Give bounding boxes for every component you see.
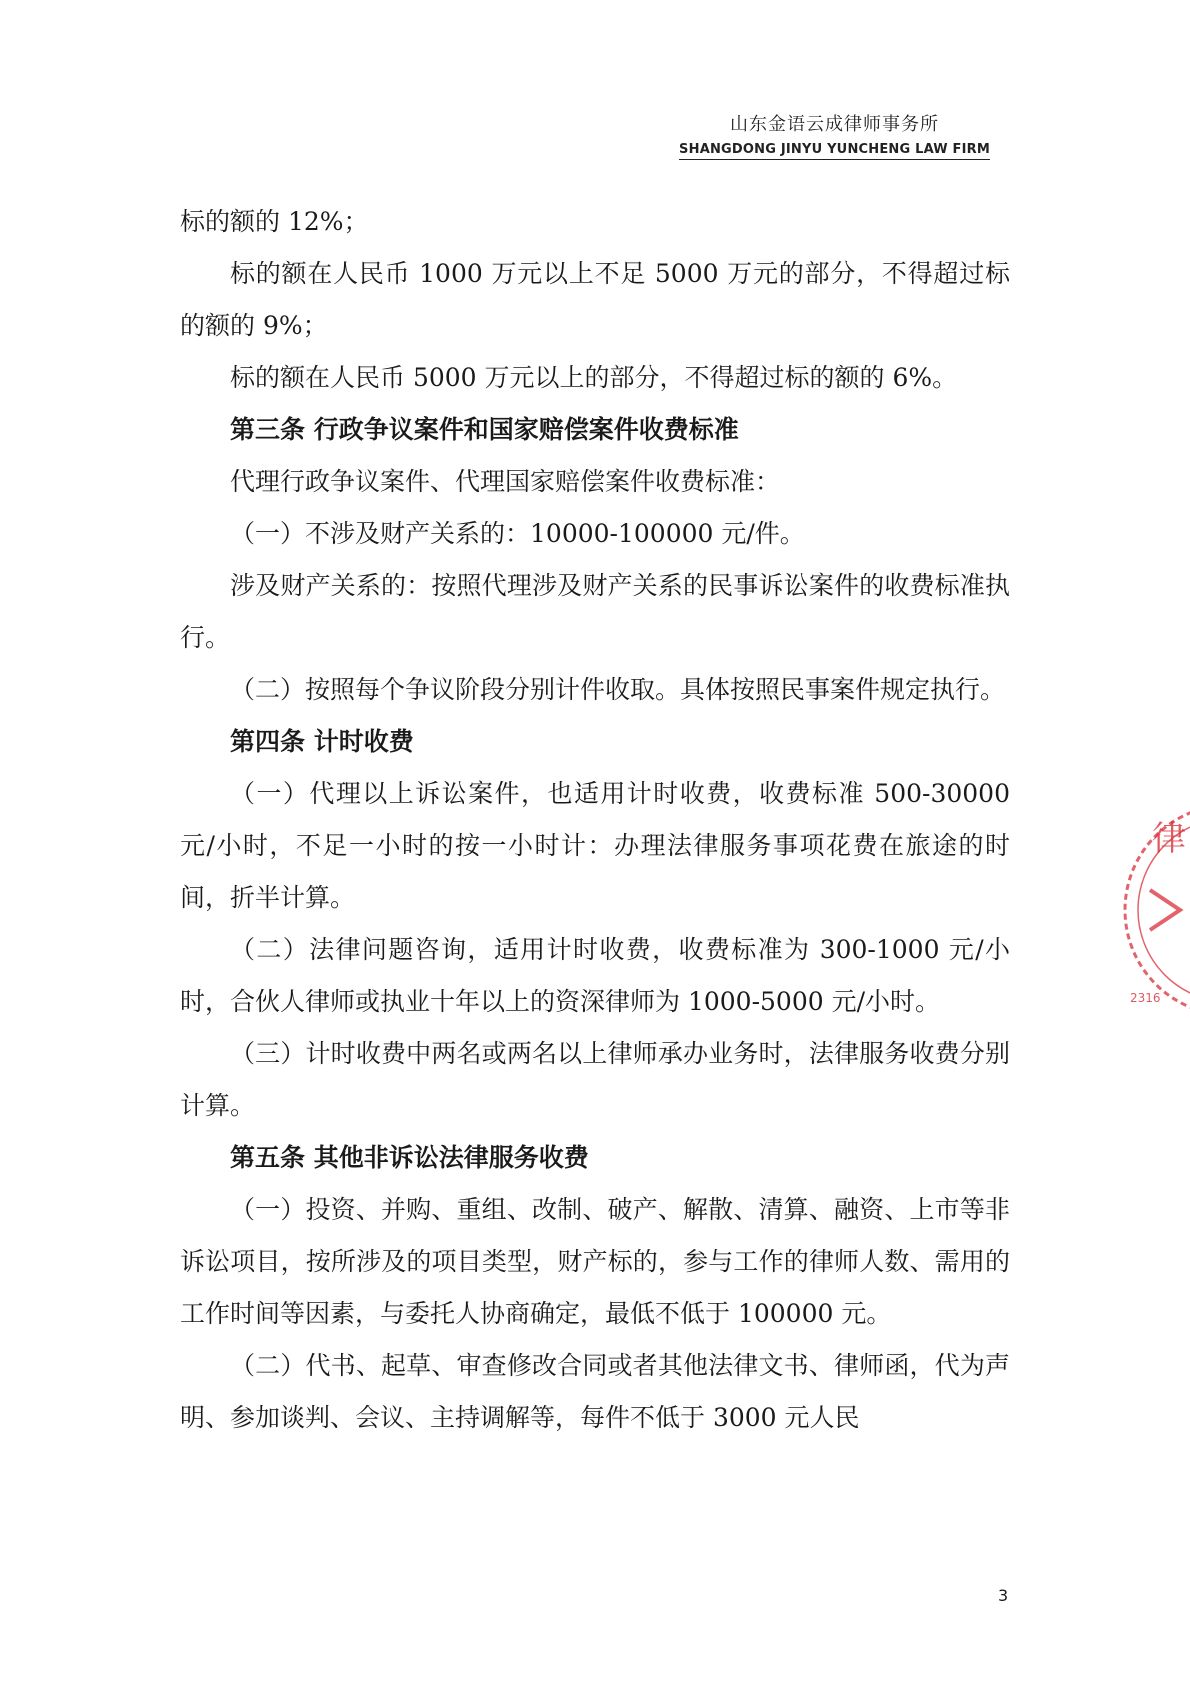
firm-header <box>679 110 990 160</box>
paragraph: （二）代书、起草、审查修改合同或者其他法律文书、律师函，代为声明、参加谈判、会议、主持调解等，每件不低于 3000 元人民 <box>180 1351 1010 1432</box>
article-heading: 第三条 行政争议案件和国家赔偿案件收费标准 <box>230 415 739 444</box>
paragraph: 标的额的 12%； <box>180 207 369 236</box>
paragraph: （三）计时收费中两名或两名以上律师承办业务时，法律服务收费分别计算。 <box>180 1039 1010 1120</box>
svg-text:2316: 2316 <box>1130 991 1161 1005</box>
paragraph: 涉及财产关系的：按照代理涉及财产关系的民事诉讼案件的收费标准执行。 <box>180 571 1010 652</box>
firm-name-en: SHANGDONG JINYU YUNCHENG LAW FIRM <box>679 142 990 160</box>
paragraph: （一）不涉及财产关系的：10000-100000 元/件。 <box>230 519 805 548</box>
paragraph: 标的额在人民币 1000 万元以上不足 5000 万元的部分，不得超过标的额的 9%； <box>180 259 1010 340</box>
seal-stamp-fragment <box>1110 790 1190 1030</box>
document-body <box>180 196 1010 1444</box>
firm-name-cn: 山东金语云成律师事务所 <box>730 114 940 135</box>
paragraph: （一）代理以上诉讼案件，也适用计时收费，收费标准 500-30000 元/小时，不足一小时的按一小时计：办理法律服务事项花费在旅途的时间，折半计算。 <box>180 779 1010 912</box>
paragraph: 标的额在人民币 5000 万元以上的部分，不得超过标的额的 6%。 <box>230 363 958 392</box>
svg-text:律: 律 <box>1152 819 1186 859</box>
paragraph: （一）投资、并购、重组、改制、破产、解散、清算、融资、上市等非诉讼项目，按所涉及的项目类型，财产标的，参与工作的律师人数、需用的工作时间等因素，与委托人协商确定，最低不低于 100000 元。 <box>180 1195 1010 1328</box>
article-heading: 第四条 计时收费 <box>230 727 414 756</box>
paragraph: 代理行政争议案件、代理国家赔偿案件收费标准： <box>230 467 781 496</box>
article-heading: 第五条 其他非诉讼法律服务收费 <box>230 1143 589 1172</box>
paragraph: （二）按照每个争议阶段分别计件收取。具体按照民事案件规定执行。 <box>230 675 1006 704</box>
paragraph: （二）法律问题咨询，适用计时收费，收费标准为 300-1000 元/小时，合伙人律师或执业十年以上的资深律师为 1000-5000 元/小时。 <box>180 935 1010 1016</box>
page-number: 3 <box>998 1586 1009 1605</box>
